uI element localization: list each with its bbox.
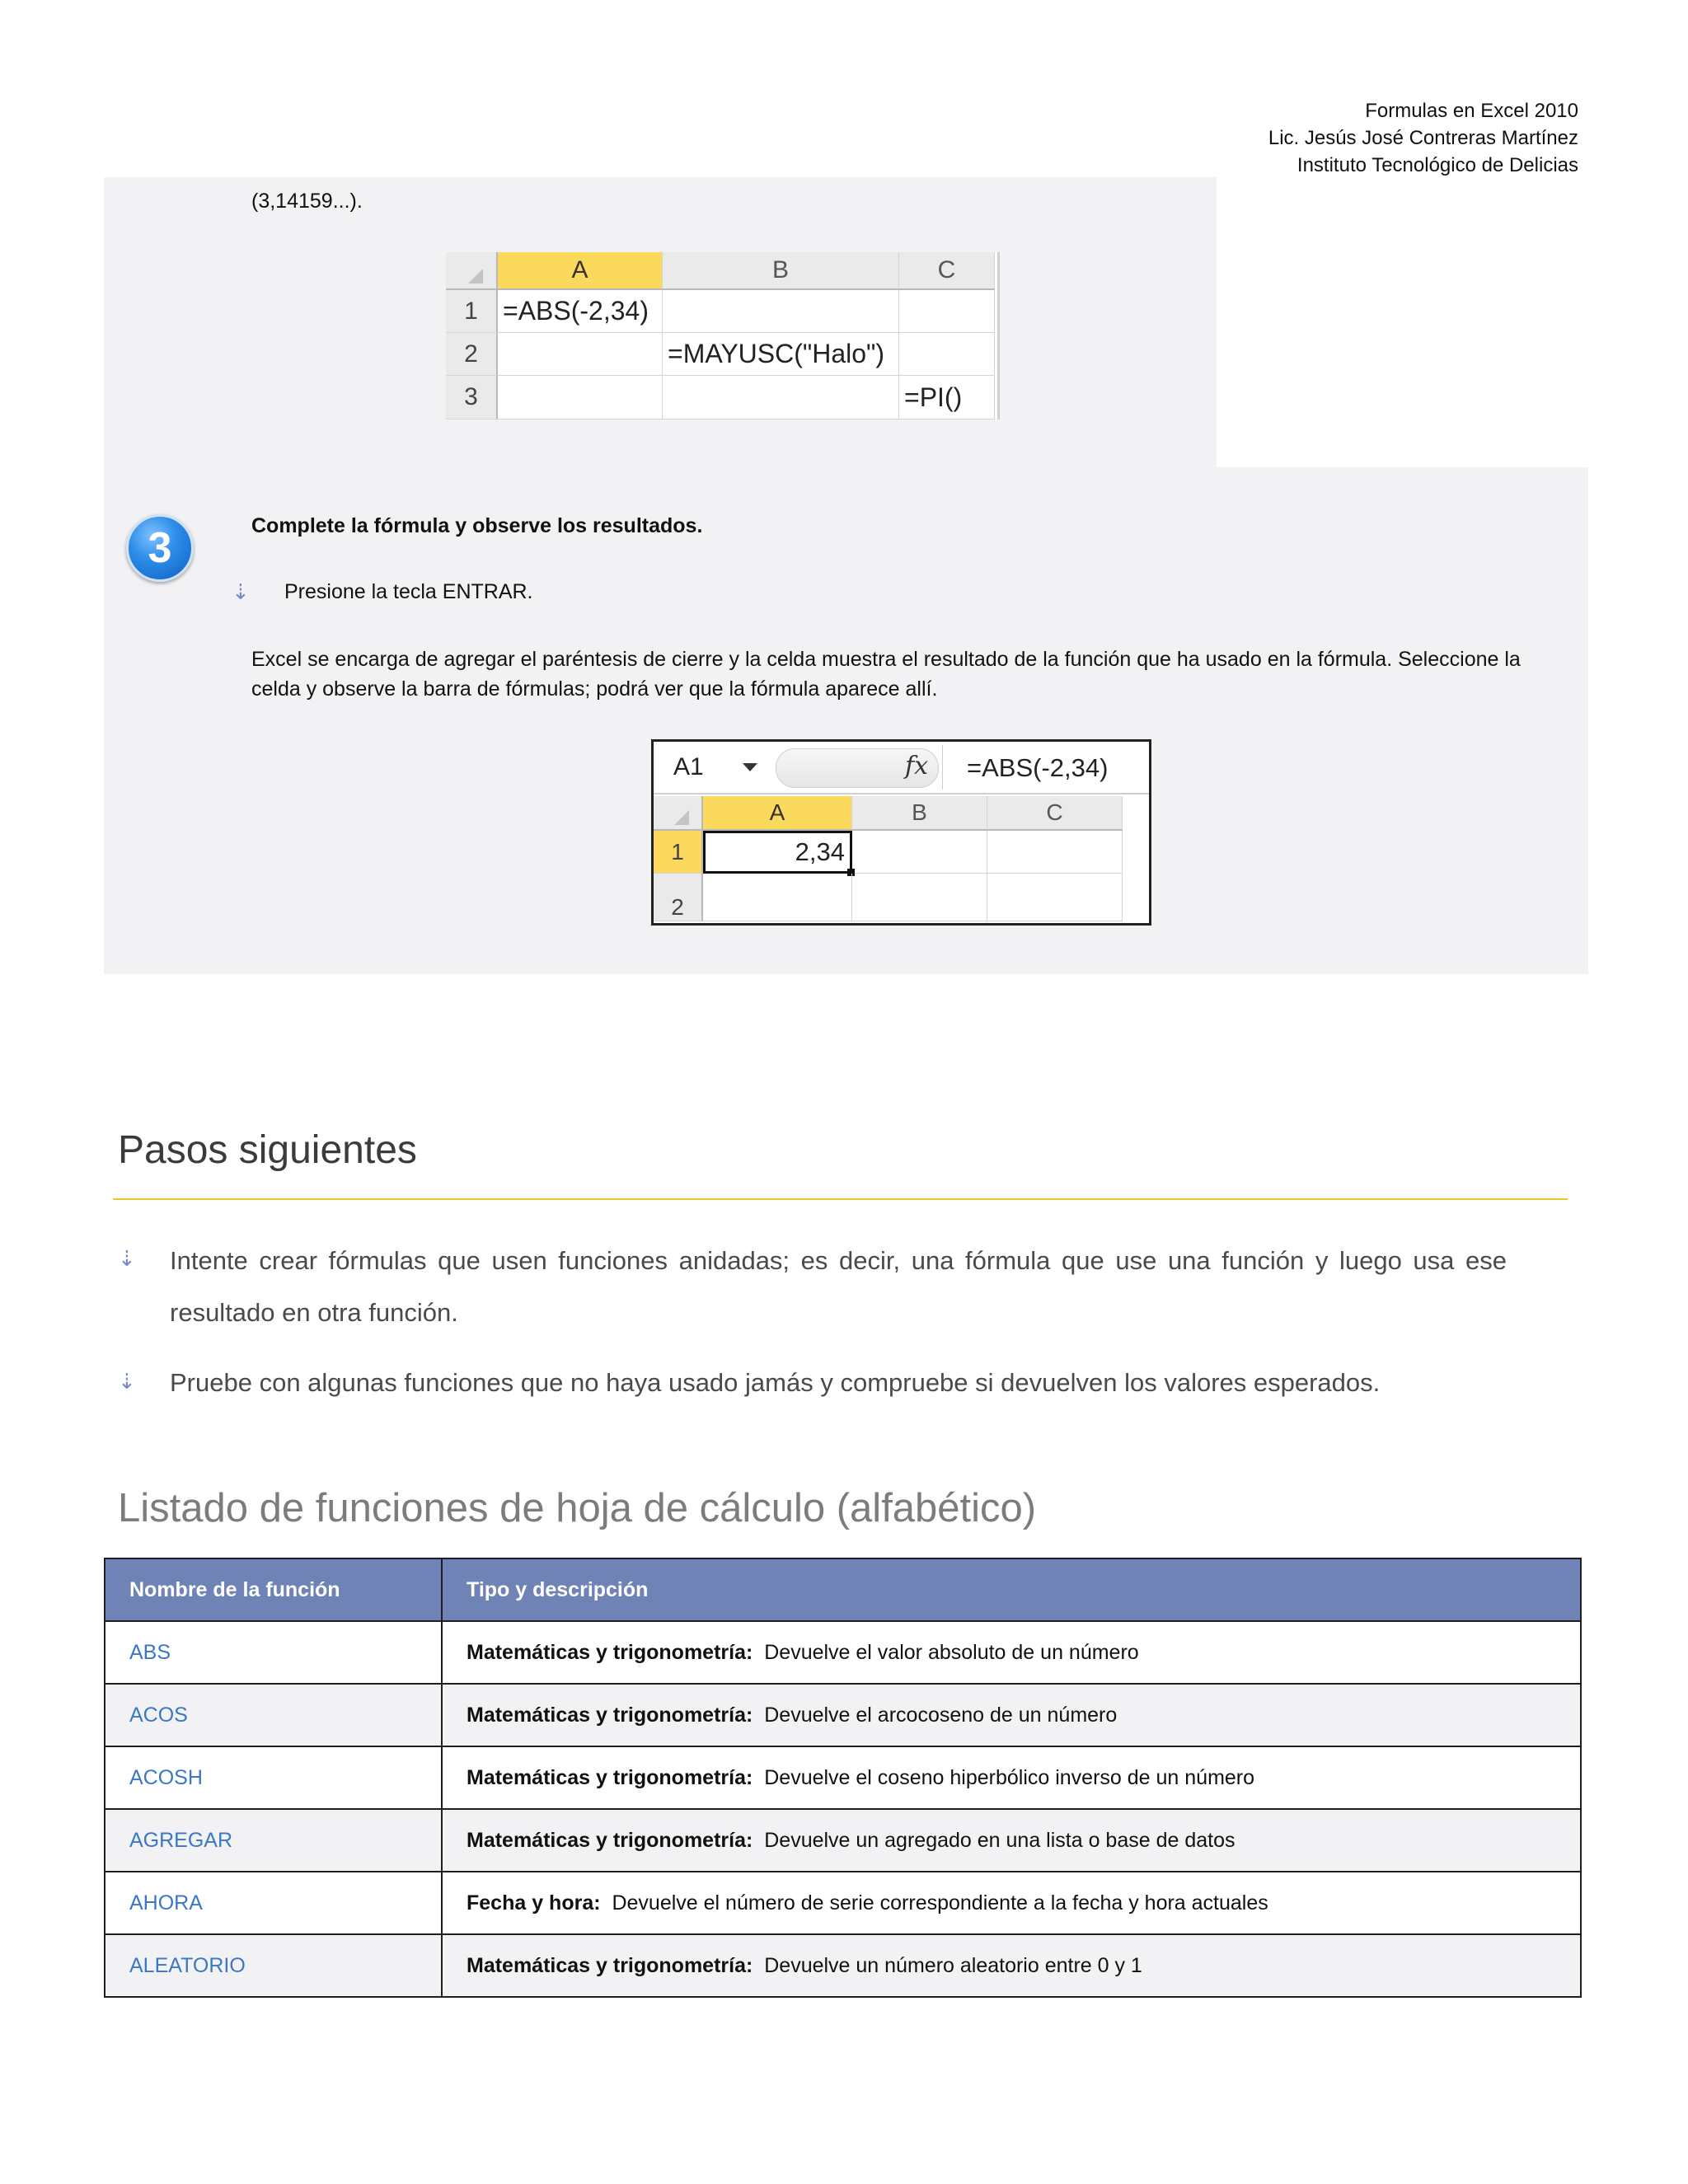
row-header-2: 2: [654, 874, 703, 921]
cell-a1-active: [703, 831, 852, 874]
cell-a2: [498, 333, 663, 376]
section-heading-pasos: Pasos siguientes: [118, 1128, 417, 1172]
function-link[interactable]: ACOS: [105, 1684, 442, 1746]
list-item: Intente crear fórmulas que usen funciones anidadas; es decir, una fórmula que use una función y luego usa ese resultado en otra función.: [170, 1246, 1507, 1327]
column-header-b: B: [852, 796, 987, 831]
table-row: [105, 1934, 1581, 1997]
arrow-bullet-icon: ⇣: [118, 1246, 136, 1271]
function-desc-text: Devuelve el arcocoseno de un número: [764, 1703, 1118, 1727]
function-link[interactable]: AHORA: [105, 1872, 442, 1934]
formula-text: =ABS(-2,34): [967, 753, 1109, 782]
function-desc-text: Devuelve el número de serie correspondiente a la fecha y hora actuales: [612, 1891, 1268, 1915]
cell-c2: [899, 333, 995, 376]
table-header-row: [105, 1558, 1581, 1621]
cell-c3: =PI(): [899, 376, 995, 419]
select-all-corner: [446, 252, 498, 290]
column-header-b: B: [663, 252, 899, 290]
cell-c1: [899, 290, 995, 333]
step-paragraph: Excel se encarga de agregar el paréntesis de cierre y la celda muestra el resultado de la función que ha usado en la fórmula. Seleccione la celda y observe la barra de fórmulas; podrá ver que la fórmula aparece allí.: [251, 648, 1521, 701]
function-description: [442, 1809, 1581, 1872]
column-header-c: C: [899, 252, 995, 290]
step-title: Complete la fórmula y observe los resultados.: [251, 514, 703, 537]
function-type: Fecha y hora:: [467, 1891, 601, 1915]
cell-a2: [703, 874, 852, 921]
cell-b2: =MAYUSC("Halo"): [663, 333, 899, 376]
step-bullet-text: Presione la tecla ENTRAR.: [284, 580, 533, 603]
function-description: [442, 1872, 1581, 1934]
function-link[interactable]: ACOSH: [105, 1746, 442, 1809]
header-title: Formulas en Excel 2010: [1365, 100, 1578, 122]
column-header-a: A: [498, 252, 663, 290]
row-header-1: 1: [446, 290, 498, 333]
function-description: [442, 1621, 1581, 1684]
column-header-a: A: [703, 796, 852, 831]
cell-b1: [663, 290, 899, 333]
heading-rule: [113, 1198, 1568, 1200]
select-all-corner: [654, 796, 703, 831]
table-row: [105, 1684, 1581, 1746]
spreadsheet-example-1: [446, 252, 1000, 419]
function-description: [442, 1934, 1581, 1997]
formula-bar: [654, 742, 1149, 794]
cell-b1: [852, 831, 987, 874]
function-link[interactable]: AGREGAR: [105, 1809, 442, 1872]
function-type: Matemáticas y trigonometría:: [467, 1765, 753, 1789]
function-type: Matemáticas y trigonometría:: [467, 1703, 753, 1727]
cell-a1-value: 2,34: [795, 837, 845, 866]
step-number-icon: 3: [126, 514, 194, 582]
row-header-3: 3: [446, 376, 498, 419]
function-type: Matemáticas y trigonometría:: [467, 1640, 753, 1664]
row-header-2: 2: [446, 333, 498, 376]
cell-c1: [987, 831, 1123, 874]
name-box: A1: [673, 753, 704, 780]
cell-c2: [987, 874, 1123, 921]
header-institution: Instituto Tecnológico de Delicias: [1296, 154, 1578, 176]
column-header-type-description: Tipo y descripción: [442, 1558, 1581, 1621]
function-icon: fx: [905, 752, 929, 780]
row-header-1: 1: [654, 831, 703, 874]
functions-table: [104, 1558, 1582, 1998]
function-desc-text: Devuelve el coseno hiperbólico inverso de un número: [764, 1765, 1255, 1789]
arrow-bullet-icon: ⇣: [232, 579, 250, 604]
pi-text: (3,14159...).: [251, 190, 363, 213]
cell-a3: [498, 376, 663, 419]
list-item: Pruebe con algunas funciones que no haya usado jamás y compruebe si devuelven los valores esperados.: [170, 1368, 1381, 1397]
arrow-bullet-icon: ⇣: [118, 1369, 136, 1394]
formula-bar-divider: [942, 745, 943, 790]
function-desc-text: Devuelve un número aleatorio entre 0 y 1: [764, 1953, 1142, 1977]
chevron-down-icon: [743, 763, 757, 771]
function-link[interactable]: ABS: [105, 1621, 442, 1684]
column-header-function-name: Nombre de la función: [105, 1558, 442, 1621]
cell-b2: [852, 874, 987, 921]
function-type: Matemáticas y trigonometría:: [467, 1953, 753, 1977]
table-row: [105, 1809, 1581, 1872]
header-author: Lic. Jesús José Contreras Martínez: [1268, 127, 1578, 149]
function-link[interactable]: ALEATORIO: [105, 1934, 442, 1997]
function-type: Matemáticas y trigonometría:: [467, 1828, 753, 1852]
function-desc-text: Devuelve un agregado en una lista o base de datos: [764, 1828, 1236, 1852]
cell-b3: [663, 376, 899, 419]
function-description: [442, 1746, 1581, 1809]
table-row: [105, 1746, 1581, 1809]
function-description: [442, 1684, 1581, 1746]
table-row: [105, 1621, 1581, 1684]
function-desc-text: Devuelve el valor absoluto de un número: [764, 1640, 1139, 1664]
spreadsheet-example-2: [651, 739, 1151, 926]
section-heading-listado: Listado de funciones de hoja de cálculo (alfabético): [118, 1486, 1037, 1530]
document-header: [1268, 97, 1578, 179]
cell-a1: =ABS(-2,34): [498, 290, 663, 333]
column-header-c: C: [987, 796, 1123, 831]
table-row: [105, 1872, 1581, 1934]
